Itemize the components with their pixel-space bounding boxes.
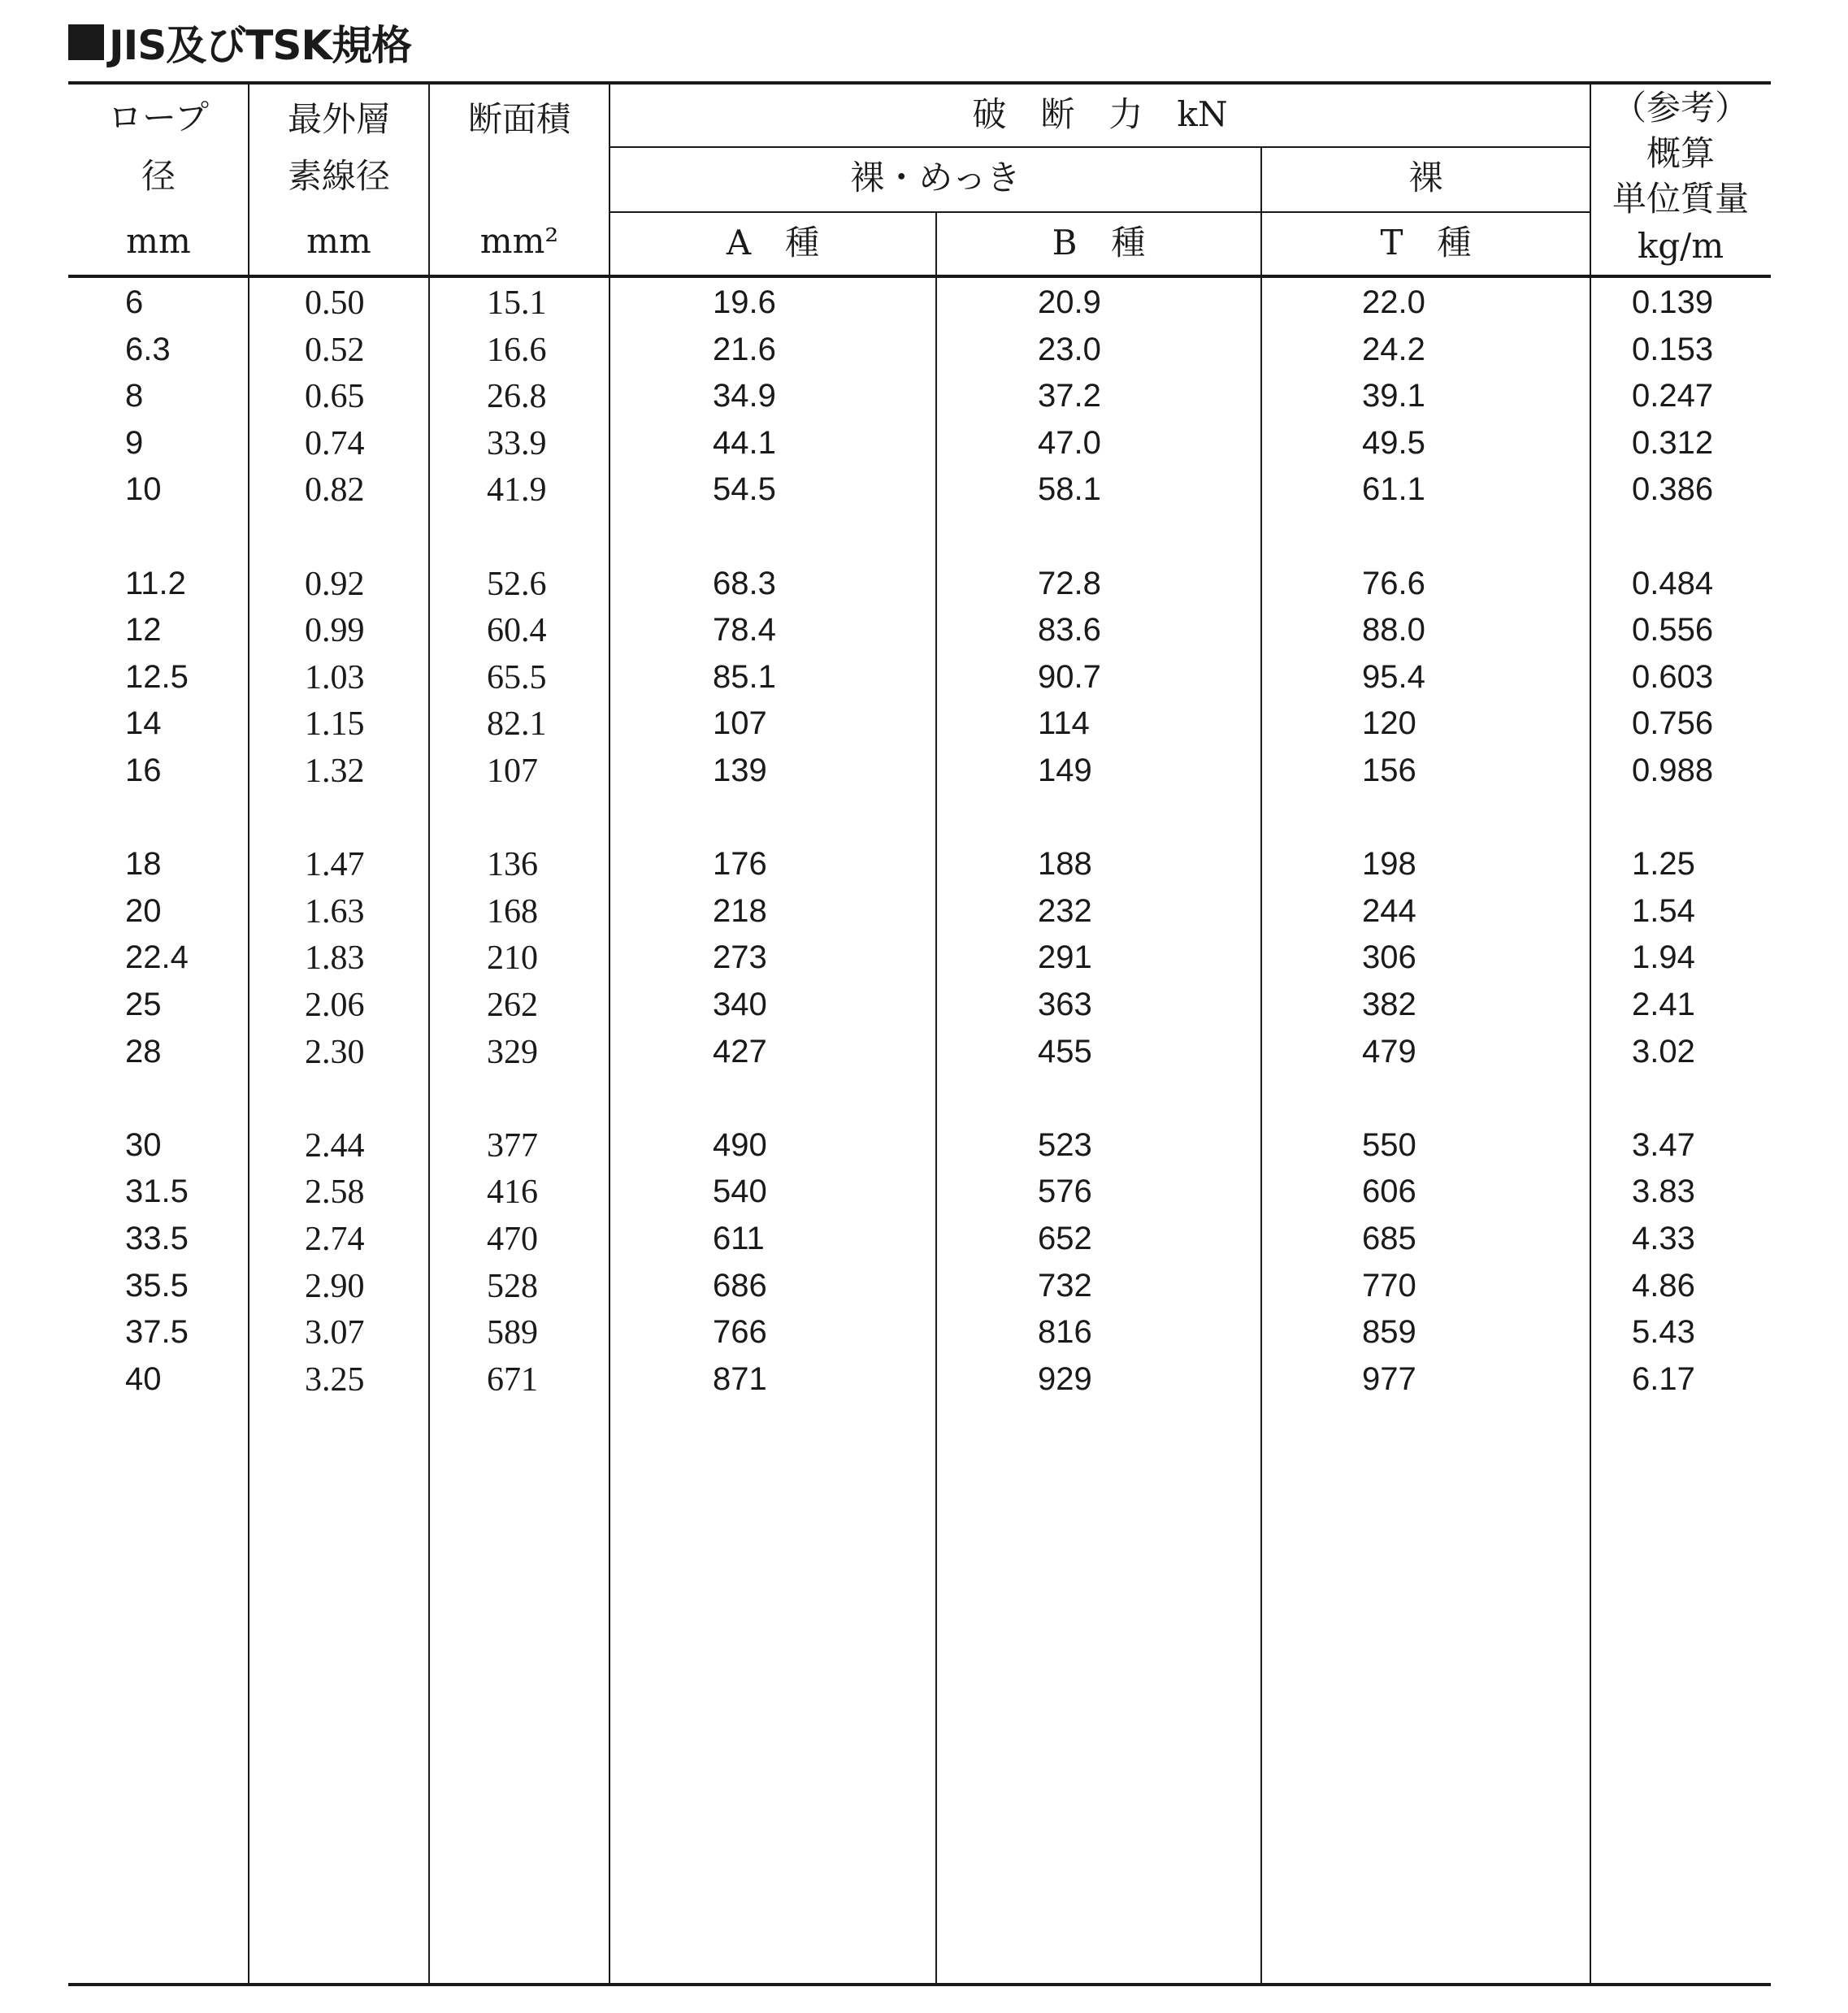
cell-unit-mass: 3.02 xyxy=(1632,1033,1695,1069)
cell-rope-dia: 16 xyxy=(125,753,162,788)
cell-force-t: 24.2 xyxy=(1362,331,1425,367)
cell-force-a: 540 xyxy=(713,1174,767,1210)
cell-force-b: 23.0 xyxy=(1038,331,1101,367)
cell-force-a: 68.3 xyxy=(713,565,776,601)
cell-outer-wire: 3.07 xyxy=(305,1314,365,1352)
cell-force-b: 523 xyxy=(1038,1126,1092,1163)
cell-unit-mass: 1.54 xyxy=(1632,892,1695,929)
cell-force-b: 58.1 xyxy=(1038,471,1101,508)
cell-force-t: 49.5 xyxy=(1362,424,1425,461)
cell-area: 107 xyxy=(487,753,538,790)
cell-force-t: 977 xyxy=(1362,1360,1416,1397)
cell-force-a: 218 xyxy=(713,892,767,929)
header-rope-dia-1: ロープ xyxy=(108,98,209,137)
cell-rope-dia: 14 xyxy=(125,705,162,742)
cell-outer-wire: 1.47 xyxy=(305,846,365,884)
header-rope-dia-unit: mm xyxy=(126,221,191,261)
cell-force-t: 39.1 xyxy=(1362,378,1425,414)
cell-force-a: 273 xyxy=(713,939,767,976)
header-type-t: T 種 xyxy=(1380,223,1472,262)
cell-unit-mass: 3.47 xyxy=(1632,1126,1695,1163)
cell-area: 416 xyxy=(487,1174,538,1212)
cell-force-t: 22.0 xyxy=(1362,284,1425,320)
cell-force-a: 139 xyxy=(713,753,767,788)
cell-force-b: 47.0 xyxy=(1038,424,1101,461)
header-type-a: A 種 xyxy=(726,223,820,262)
cell-force-t: 382 xyxy=(1362,987,1416,1022)
header-outer-wire-1: 最外層 xyxy=(287,99,390,139)
spec-table xyxy=(68,81,1771,1988)
cell-rope-dia: 12.5 xyxy=(125,658,189,695)
cell-force-a: 871 xyxy=(713,1360,767,1397)
header-outer-wire-2: 素線径 xyxy=(287,156,390,196)
cell-rope-dia: 28 xyxy=(125,1033,162,1069)
cell-rope-dia: 12 xyxy=(125,612,162,649)
cell-force-t: 770 xyxy=(1362,1267,1416,1304)
cell-outer-wire: 0.99 xyxy=(305,612,365,650)
cell-area: 65.5 xyxy=(487,658,547,696)
cell-outer-wire: 2.30 xyxy=(305,1033,365,1071)
cell-force-b: 83.6 xyxy=(1038,612,1101,649)
cell-area: 377 xyxy=(487,1126,538,1165)
header-unit-mass-unit: kg/m xyxy=(1637,226,1724,266)
cell-unit-mass: 6.17 xyxy=(1632,1360,1695,1397)
header-bottom-rule xyxy=(68,275,1771,278)
cell-force-a: 21.6 xyxy=(713,331,776,367)
header-area-unit: mm² xyxy=(479,221,559,261)
cell-area: 52.6 xyxy=(487,565,547,603)
cell-force-a: 107 xyxy=(713,705,767,742)
cell-force-b: 652 xyxy=(1038,1221,1092,1256)
cell-force-a: 686 xyxy=(713,1267,767,1304)
header-unit-mass-label: 単位質量 xyxy=(1612,179,1749,219)
cell-force-t: 685 xyxy=(1362,1221,1416,1256)
cell-area: 262 xyxy=(487,987,538,1024)
cell-unit-mass: 0.484 xyxy=(1632,565,1714,601)
cell-unit-mass: 3.83 xyxy=(1632,1174,1695,1210)
cell-force-t: 606 xyxy=(1362,1174,1416,1210)
cell-rope-dia: 25 xyxy=(125,987,162,1022)
cell-outer-wire: 0.74 xyxy=(305,424,365,462)
col-rule-2 xyxy=(428,81,430,1985)
cell-force-t: 859 xyxy=(1362,1314,1416,1351)
cell-force-b: 732 xyxy=(1038,1267,1092,1304)
cell-unit-mass: 5.43 xyxy=(1632,1314,1695,1351)
cell-force-t: 156 xyxy=(1362,753,1416,788)
header-unit-mass-ref: （参考） xyxy=(1612,88,1749,128)
cell-force-a: 19.6 xyxy=(713,284,776,320)
cell-force-t: 244 xyxy=(1362,892,1416,929)
cell-force-t: 88.0 xyxy=(1362,612,1425,649)
cell-rope-dia: 20 xyxy=(125,892,162,929)
header-unit-mass-approx: 概算 xyxy=(1646,133,1715,173)
cell-force-b: 37.2 xyxy=(1038,378,1101,414)
cell-outer-wire: 1.83 xyxy=(305,939,365,978)
cell-rope-dia: 33.5 xyxy=(125,1221,189,1256)
cell-force-t: 95.4 xyxy=(1362,658,1425,695)
cell-rope-dia: 40 xyxy=(125,1360,162,1397)
cell-area: 671 xyxy=(487,1360,538,1399)
cell-force-a: 340 xyxy=(713,987,767,1022)
cell-unit-mass: 2.41 xyxy=(1632,987,1695,1022)
cell-force-a: 85.1 xyxy=(713,658,776,695)
header-rope-dia-2: 径 xyxy=(141,156,176,196)
cell-area: 33.9 xyxy=(487,424,547,462)
cell-force-t: 76.6 xyxy=(1362,565,1425,601)
cell-force-b: 363 xyxy=(1038,987,1092,1022)
cell-force-a: 766 xyxy=(713,1314,767,1351)
cell-area: 528 xyxy=(487,1267,538,1305)
cell-force-b: 20.9 xyxy=(1038,284,1101,320)
cell-rope-dia: 8 xyxy=(125,378,144,414)
col-rule-3 xyxy=(609,81,610,1985)
cell-force-t: 198 xyxy=(1362,846,1416,883)
cell-area: 16.6 xyxy=(487,331,547,369)
cell-unit-mass: 0.153 xyxy=(1632,331,1714,367)
col-rule-4 xyxy=(935,211,937,1985)
cell-force-a: 54.5 xyxy=(713,471,776,508)
cell-unit-mass: 0.756 xyxy=(1632,705,1714,742)
header-area: 断面積 xyxy=(467,99,570,139)
cell-force-b: 149 xyxy=(1038,753,1092,788)
page-title-text: JIS及びTSK規格 xyxy=(109,22,412,69)
cell-unit-mass: 4.86 xyxy=(1632,1267,1695,1304)
cell-force-b: 929 xyxy=(1038,1360,1092,1397)
cell-outer-wire: 2.58 xyxy=(305,1174,365,1212)
cell-rope-dia: 11.2 xyxy=(125,565,186,601)
cell-unit-mass: 4.33 xyxy=(1632,1221,1695,1256)
cell-outer-wire: 2.90 xyxy=(305,1267,365,1305)
cell-unit-mass: 0.312 xyxy=(1632,424,1714,461)
cell-outer-wire: 2.44 xyxy=(305,1126,365,1165)
cell-rope-dia: 31.5 xyxy=(125,1174,189,1210)
cell-rope-dia: 6 xyxy=(125,284,144,320)
cell-force-b: 232 xyxy=(1038,892,1092,929)
cell-outer-wire: 1.32 xyxy=(305,753,365,790)
cell-outer-wire: 2.74 xyxy=(305,1221,365,1258)
cell-rope-dia: 9 xyxy=(125,424,144,461)
header-bare-plated: 裸・めっき xyxy=(850,158,1021,197)
col-rule-5 xyxy=(1260,146,1262,1985)
header-outer-wire-unit: mm xyxy=(306,221,371,261)
cell-force-b: 72.8 xyxy=(1038,565,1101,601)
header-break-force: 破 断 力 kN xyxy=(972,94,1228,134)
cell-rope-dia: 30 xyxy=(125,1126,162,1163)
cell-area: 329 xyxy=(487,1033,538,1071)
cell-outer-wire: 0.92 xyxy=(305,565,365,603)
cell-area: 60.4 xyxy=(487,612,547,650)
cell-unit-mass: 0.247 xyxy=(1632,378,1714,414)
cell-rope-dia: 18 xyxy=(125,846,162,883)
cell-force-a: 427 xyxy=(713,1033,767,1069)
cell-area: 470 xyxy=(487,1221,538,1258)
cell-area: 15.1 xyxy=(487,284,547,322)
cell-outer-wire: 2.06 xyxy=(305,987,365,1024)
cell-force-a: 490 xyxy=(713,1126,767,1163)
cell-unit-mass: 0.603 xyxy=(1632,658,1714,695)
header-rule-2 xyxy=(609,211,1590,213)
cell-outer-wire: 0.52 xyxy=(305,331,365,369)
cell-force-b: 90.7 xyxy=(1038,658,1101,695)
cell-unit-mass: 0.139 xyxy=(1632,284,1714,320)
cell-force-a: 78.4 xyxy=(713,612,776,649)
cell-area: 26.8 xyxy=(487,378,547,416)
col-rule-6 xyxy=(1590,81,1591,1985)
cell-outer-wire: 3.25 xyxy=(305,1360,365,1399)
cell-rope-dia: 35.5 xyxy=(125,1267,189,1304)
cell-area: 589 xyxy=(487,1314,538,1352)
table-top-rule xyxy=(68,81,1771,85)
cell-outer-wire: 1.03 xyxy=(305,658,365,696)
cell-force-t: 61.1 xyxy=(1362,471,1425,508)
table-bottom-rule xyxy=(68,1983,1771,1986)
cell-outer-wire: 0.82 xyxy=(305,471,365,510)
header-type-b: B 種 xyxy=(1052,223,1146,262)
cell-area: 82.1 xyxy=(487,705,547,744)
page-title xyxy=(68,10,411,75)
cell-unit-mass: 1.25 xyxy=(1632,846,1695,883)
cell-force-t: 479 xyxy=(1362,1033,1416,1069)
cell-area: 210 xyxy=(487,939,538,978)
cell-rope-dia: 6.3 xyxy=(125,331,171,367)
cell-force-t: 306 xyxy=(1362,939,1416,976)
header-rule-1 xyxy=(609,146,1590,148)
cell-area: 168 xyxy=(487,892,538,931)
cell-outer-wire: 1.63 xyxy=(305,892,365,931)
cell-force-t: 120 xyxy=(1362,705,1416,742)
cell-force-b: 576 xyxy=(1038,1174,1092,1210)
cell-force-b: 455 xyxy=(1038,1033,1092,1069)
cell-outer-wire: 0.50 xyxy=(305,284,365,322)
cell-rope-dia: 22.4 xyxy=(125,939,189,976)
title-square-icon xyxy=(68,24,104,60)
cell-force-a: 611 xyxy=(713,1221,765,1256)
cell-unit-mass: 0.556 xyxy=(1632,612,1714,649)
cell-force-a: 34.9 xyxy=(713,378,776,414)
cell-area: 41.9 xyxy=(487,471,547,510)
col-rule-1 xyxy=(248,81,249,1985)
cell-force-b: 114 xyxy=(1038,705,1090,742)
cell-force-b: 816 xyxy=(1038,1314,1092,1351)
cell-rope-dia: 37.5 xyxy=(125,1314,189,1351)
cell-force-t: 550 xyxy=(1362,1126,1416,1163)
cell-unit-mass: 0.386 xyxy=(1632,471,1714,508)
cell-unit-mass: 0.988 xyxy=(1632,753,1714,788)
cell-area: 136 xyxy=(487,846,538,884)
cell-force-b: 291 xyxy=(1038,939,1092,976)
cell-force-a: 176 xyxy=(713,846,767,883)
cell-outer-wire: 1.15 xyxy=(305,705,365,744)
cell-force-a: 44.1 xyxy=(713,424,776,461)
header-bare: 裸 xyxy=(1408,158,1443,197)
cell-rope-dia: 10 xyxy=(125,471,162,508)
cell-outer-wire: 0.65 xyxy=(305,378,365,416)
cell-unit-mass: 1.94 xyxy=(1632,939,1695,976)
cell-force-b: 188 xyxy=(1038,846,1092,883)
